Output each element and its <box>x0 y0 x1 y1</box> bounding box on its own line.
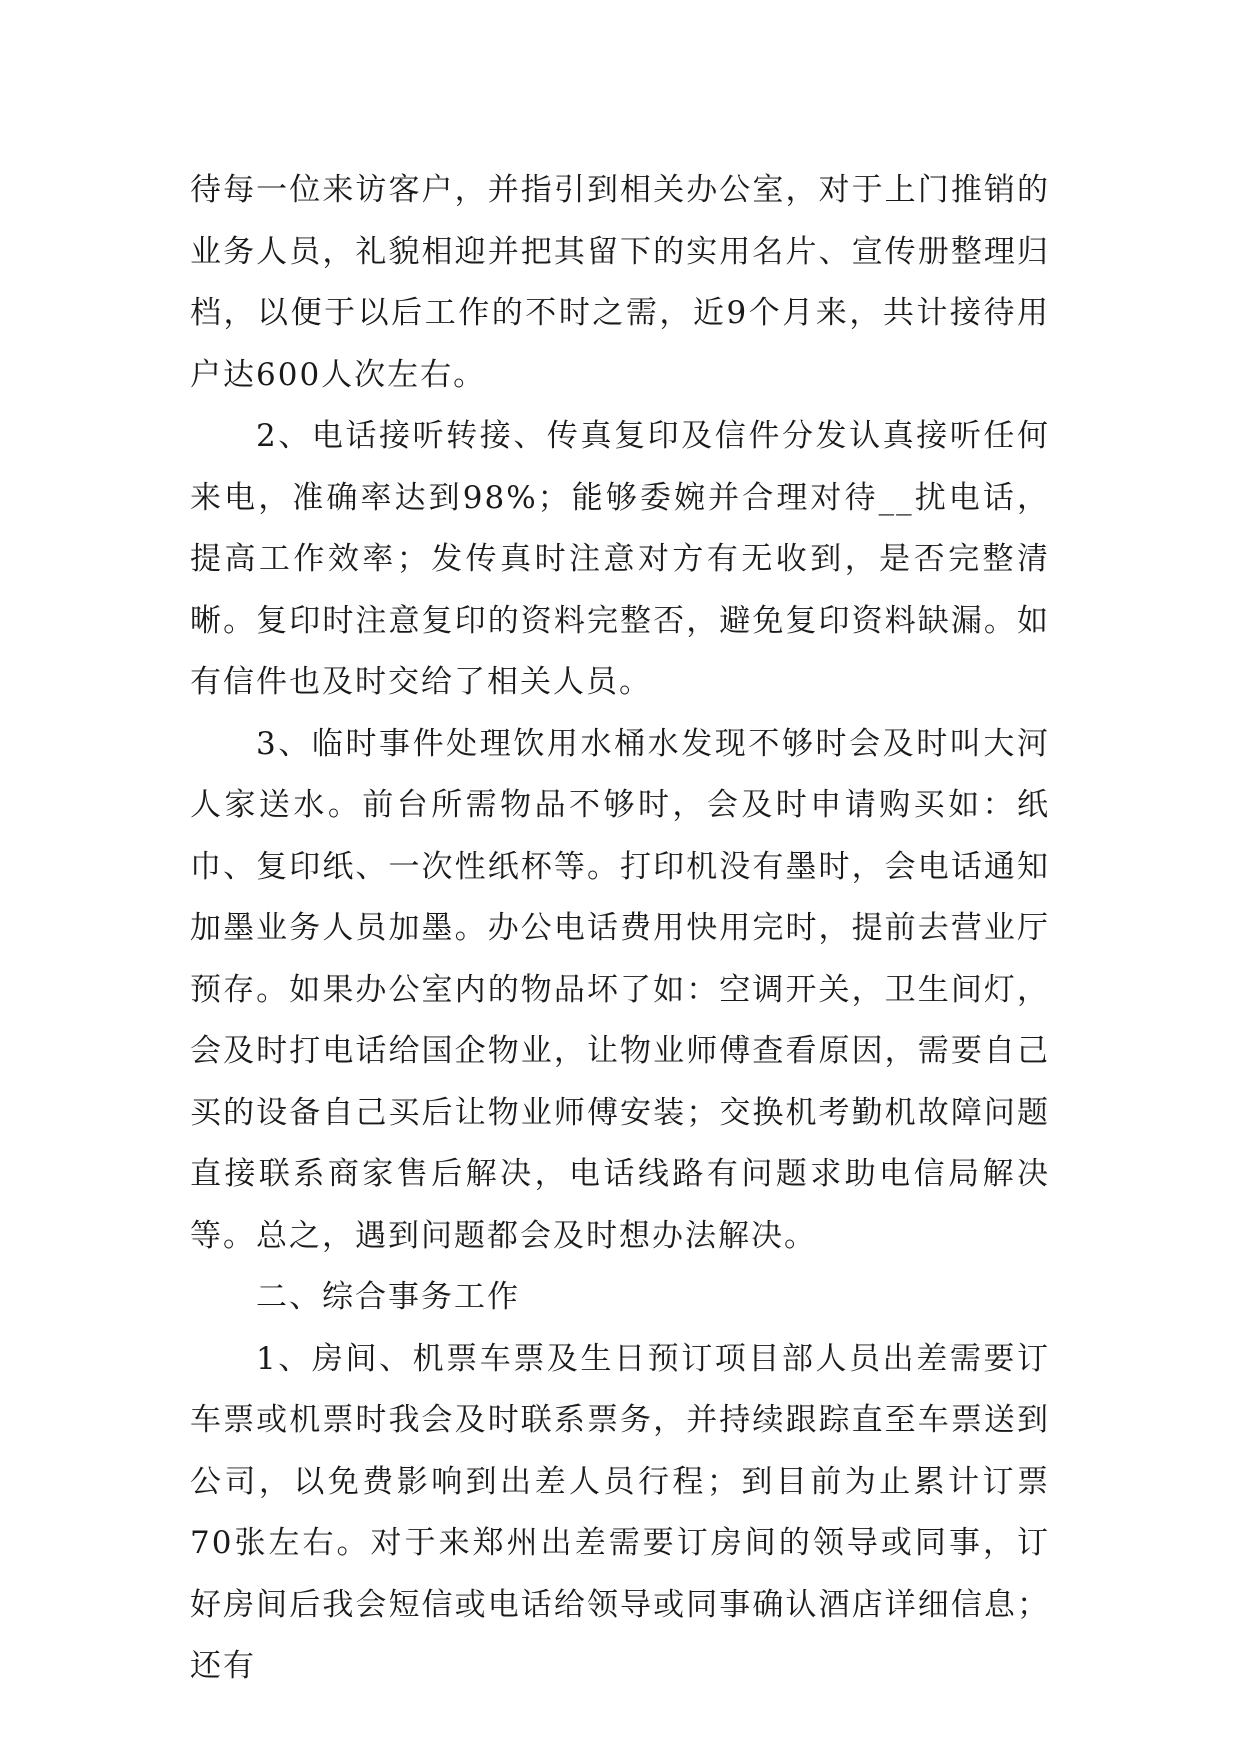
paragraph-temporary-events: 3、临时事件处理饮用水桶水发现不够时会及时叫大河人家送水。前台所需物品不够时，会及时申请购买如：纸巾、复印纸、一次性纸杯等。打印机没有墨时，会电话通知加墨业务人员加墨。办公电话费用快用完时，提前去营业厅预存。如果办公室内的物品坏了如：空调开关，卫生间灯，会及时打电话给国企物业，让物业师傅查看原因，需要自己买的设备自己买后让物业师傅安装；交换机考勤机故障问题直接联系商家售后解决，电话线路有问题求助电信局解决等。总之，遇到问题都会及时想办法解决。 <box>190 725 1050 1254</box>
document-body <box>190 160 1050 1698</box>
paragraph-phone-fax: 2、电话接听转接、传真复印及信件分发认真接听任何来电，准确率达到98%；能够委婉并合理对待__扰电话，提高工作效率；发传真时注意对方有无收到，是否完整清晰。复印时注意复印的资料完整否，避免复印资料缺漏。如有信件也及时交给了相关人员。 <box>190 418 1050 700</box>
section-heading-general-affairs: 二、综合事务工作 <box>256 1279 520 1315</box>
paragraph-booking: 1、房间、机票车票及生日预订项目部人员出差需要订车票或机票时我会及时联系票务，并持续跟踪直至车票送到公司，以免费影响到出差人员行程；到目前为止累计订票70张左右。对于来郑州出差需要订房间的领导或同事，订好房间后我会短信或电话给领导或同事确认酒店详细信息；还有 <box>190 1340 1050 1684</box>
paragraph-reception-continued: 待每一位来访客户，并指引到相关办公室，对于上门推销的业务人员，礼貌相迎并把其留下的实用名片、宣传册整理归档，以便于以后工作的不时之需，近9个月来，共计接待用户达600人次左右。 <box>190 172 1050 393</box>
